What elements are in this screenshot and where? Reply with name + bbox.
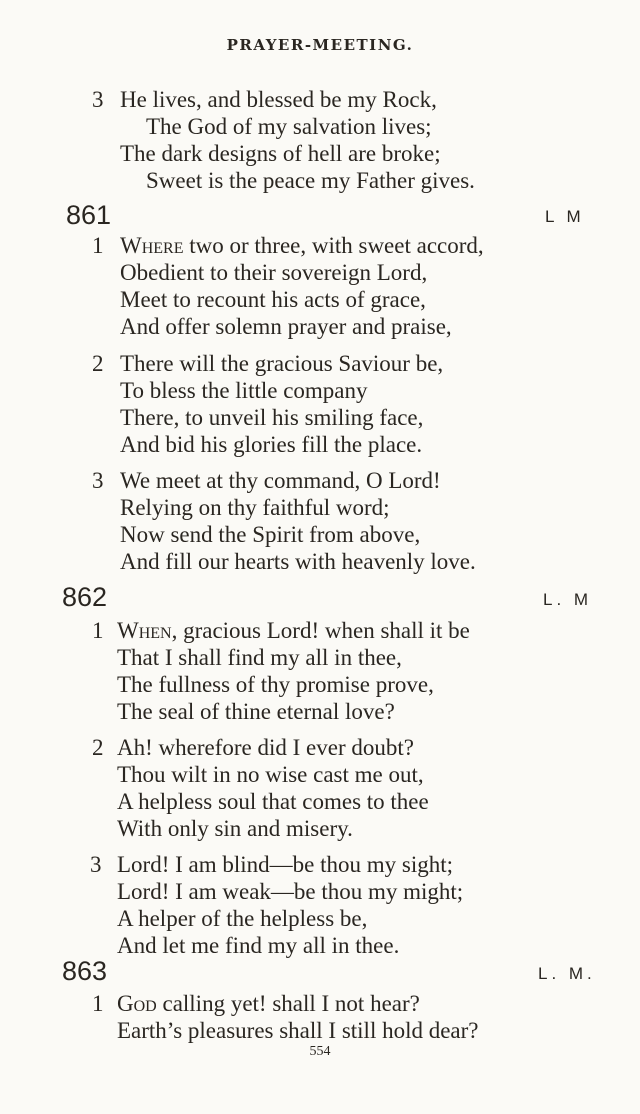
- verse-line: Earth’s pleasures shall I still hold dear?: [117, 1018, 479, 1043]
- hymn-number: 863: [62, 956, 108, 986]
- verse-line: He lives, and blessed be my Rock,: [120, 87, 437, 112]
- verse-line: That I shall find my all in thee,: [117, 645, 402, 670]
- verse-line: And bid his glories fill the place.: [120, 432, 423, 457]
- verse-number: 3: [90, 852, 102, 877]
- page-number: 554: [309, 1044, 331, 1059]
- verse-line: A helpless soul that comes to thee: [117, 789, 429, 814]
- verse-line: Lord! I am blind—be thou my sight;: [117, 852, 454, 877]
- verse-line: The fullness of thy promise prove,: [117, 672, 434, 697]
- verse-number: 1: [92, 991, 104, 1016]
- verse-line: With only sin and misery.: [117, 816, 353, 841]
- verse-line: The seal of thine eternal love?: [117, 699, 395, 724]
- verse-line: There, to unveil his smiling face,: [120, 405, 424, 430]
- first-line-rest: calling yet! shall I not hear?: [156, 991, 420, 1016]
- verse-line: A helper of the helpless be,: [117, 906, 368, 931]
- verse-line: To bless the little company: [120, 378, 368, 403]
- verse-line: Ah! wherefore did I ever doubt?: [117, 735, 414, 760]
- verse-line: And let me find my all in thee.: [117, 933, 400, 958]
- verse-line: And offer solemn prayer and praise,: [120, 314, 452, 339]
- verse-line: Lord! I am weak—be thou my might;: [117, 879, 464, 904]
- verse-line: The God of my salvation lives;: [146, 114, 432, 139]
- verse-number: 2: [92, 735, 104, 760]
- hymn-meter: L. M: [543, 590, 593, 609]
- first-line-rest: two or three, with sweet accord,: [183, 233, 484, 258]
- verse-line: Obedient to their sovereign Lord,: [120, 260, 428, 285]
- verse-line: Relying on thy faithful word;: [120, 495, 390, 520]
- first-word: God: [117, 991, 157, 1016]
- verse-number: 1: [92, 618, 104, 643]
- verse-line: [117, 617, 470, 644]
- first-line-rest: , gracious Lord! when shall it be: [171, 618, 470, 643]
- first-word: Where: [120, 233, 184, 258]
- verse-number: 2: [92, 351, 104, 376]
- hymn-meter: L. M.: [538, 964, 596, 983]
- verse-line: Thou wilt in no wise cast me out,: [117, 762, 424, 787]
- verse-line: Now send the Spirit from above,: [120, 522, 421, 547]
- verse-line: There will the gracious Saviour be,: [120, 351, 444, 376]
- verse-line: And fill our hearts with heavenly love.: [120, 549, 476, 574]
- verse-number: 1: [92, 233, 104, 258]
- verse-number: 3: [92, 468, 104, 493]
- first-word: When: [117, 618, 172, 643]
- verse-line: We meet at thy command, O Lord!: [120, 468, 441, 493]
- hymn-number: 861: [66, 200, 112, 230]
- verse-line: Sweet is the peace my Father gives.: [146, 168, 475, 193]
- verse-line: Meet to recount his acts of grace,: [120, 287, 426, 312]
- hymn-meter: L M: [545, 207, 585, 226]
- verse-line: [120, 232, 484, 259]
- verse-line: [117, 990, 420, 1017]
- hymn-number: 862: [62, 582, 108, 612]
- verse-number: 3: [92, 87, 104, 112]
- verse-line: The dark designs of hell are broke;: [120, 141, 441, 166]
- running-header: PRAYER-MEETING.: [226, 36, 414, 54]
